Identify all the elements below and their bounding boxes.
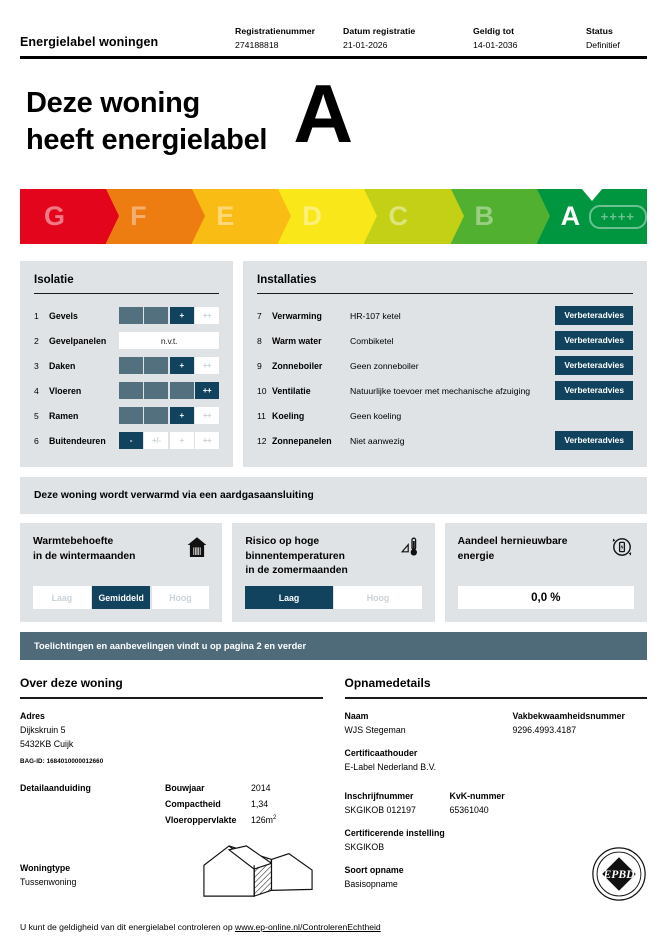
rating-cell-1: +/-: [144, 407, 168, 424]
spec-key: Vloeroppervlakte: [165, 814, 237, 825]
info-header: [245, 535, 421, 578]
toggle-option-laag[interactable]: Laag: [33, 586, 91, 609]
toggle-option-hoog[interactable]: Hoog: [152, 586, 210, 609]
footer-link[interactable]: www.ep-online.nl/ControlerenEchtheid: [235, 922, 381, 932]
row-label: Koeling: [272, 410, 305, 421]
row-label: Verwarming: [272, 310, 322, 321]
info-title: Risico op hoge binnentemperaturen in de zomermaanden: [245, 536, 348, 576]
row-label: Zonnepanelen: [272, 435, 332, 446]
certificaathouder-value: E-Label Nederland B.V.: [344, 761, 437, 772]
info-box-risico-binnentemperaturen: [232, 523, 434, 622]
rating-cell-2: +: [170, 432, 194, 449]
hernieuwbare-energie-value: 0,0 %: [458, 586, 634, 609]
panels-row: [20, 261, 647, 467]
house-heating-icon: [185, 535, 209, 559]
rating-cell-2: +: [170, 307, 194, 324]
installaties-heading: Installaties: [257, 274, 317, 286]
over-deze-woning-heading: Over deze woning: [20, 676, 123, 691]
rating-bar: [119, 332, 219, 349]
epbd-logo-icon: [591, 846, 647, 902]
spec-value: 2014: [251, 782, 271, 793]
scale-letter: A: [560, 201, 580, 231]
footer-text: U kunt de geldigheid van dit energielabel controleren op: [20, 922, 235, 932]
row-number: 9: [257, 360, 262, 371]
row-label: Ventilatie: [272, 385, 311, 396]
row-number: 4: [34, 385, 39, 396]
soort-opname-value: Basisopname: [344, 878, 398, 889]
scale-segment-a: [537, 189, 647, 244]
spec-value: $126m^2$: [251, 814, 277, 825]
inschrijfnummer-value: SKGIKOB 012197: [344, 804, 416, 815]
thermometer-icon: [398, 535, 422, 559]
installaties-panel: [243, 261, 647, 467]
row-value: HR-107 ketel: [350, 310, 401, 321]
header-field-registratienummer: [235, 26, 343, 50]
kvk-nummer-label: KvK-nummer: [449, 790, 505, 801]
row-number: 7: [257, 310, 262, 321]
verbeteradvies-button[interactable]: Verbeteradvies: [555, 356, 633, 375]
info-header: [458, 535, 634, 563]
vakbekwaamheidsnummer-value: 9296.4993.4187: [512, 724, 577, 735]
spec-compactheid: [165, 799, 276, 809]
table-row: [34, 353, 219, 378]
header-divider: [20, 56, 647, 59]
energy-label-letter: A: [293, 67, 352, 160]
field-label: Status: [586, 26, 613, 36]
field-value: Definitief: [586, 40, 620, 50]
column-divider: [20, 697, 323, 699]
adres-label: Adres: [20, 710, 45, 721]
info-box-warmtebehoefte: [20, 523, 222, 622]
rating-cell-2: +: [170, 382, 194, 399]
field-value: 14-01-2036: [473, 40, 518, 50]
table-row: [34, 378, 219, 403]
toggle-option-hoog[interactable]: Hoog: [334, 586, 421, 609]
opnamedetails-heading: Opnamedetails: [344, 676, 431, 691]
rating-cell-3: ++: [195, 407, 219, 424]
naam-block: [345, 711, 648, 735]
row-value: Natuurlijke toevoer met mechanische afzuiging: [350, 385, 531, 396]
table-row: [34, 428, 219, 453]
header-title: Energielabel woningen: [20, 35, 159, 49]
row-number: 10: [257, 385, 267, 396]
header-field-datum-registratie: [343, 26, 473, 50]
over-deze-woning-column: [20, 676, 323, 902]
table-row: [257, 403, 633, 428]
inschrijfnummer-label: Inschrijfnummer: [344, 790, 414, 801]
naam-value: WJS Stegeman: [344, 724, 406, 735]
rating-cell-3: ++: [195, 357, 219, 374]
certificaathouder-label: Certificaathouder: [344, 747, 418, 758]
page-title: [26, 85, 267, 159]
row-label: Gevels: [49, 310, 78, 321]
page-reference-bar: Toelichtingen en aanbevelingen vindt u op pagina 2 en verder: [20, 632, 647, 660]
spec-key: Compactheid: [165, 798, 221, 809]
table-row: [34, 303, 219, 328]
row-label: Buitendeuren: [49, 435, 106, 446]
scale-marker-icon: [581, 188, 603, 201]
certificaathouder-block: [345, 748, 648, 772]
detailaanduiding-block: [20, 783, 323, 831]
spec-vloeroppervlakte: [165, 815, 276, 825]
inschrijfnummer-block: [345, 791, 648, 815]
info-title: Aandeel hernieuwbare energie: [457, 536, 568, 562]
table-row: [257, 303, 633, 328]
header-field-geldig-tot: [473, 26, 586, 50]
scale-letter: D: [302, 201, 322, 231]
rating-cell-3: ++: [195, 382, 219, 399]
title-block: [20, 67, 647, 181]
verbeteradvies-button[interactable]: Verbeteradvies: [555, 306, 633, 325]
info-boxes-row: [20, 523, 647, 622]
rating-cell-3: ++: [195, 307, 219, 324]
footer-note: [20, 922, 381, 932]
row-number: 12: [257, 435, 267, 446]
adres-block: [20, 711, 323, 765]
kvk-nummer-value: 65361040: [449, 804, 489, 815]
rating-cell-1: +/-: [144, 357, 168, 374]
risico-toggle: [245, 586, 421, 609]
row-label: Gevelpanelen: [49, 335, 107, 346]
table-row: [34, 328, 219, 353]
terraced-house-diagram-icon: [199, 844, 317, 900]
info-title: Warmtebehoefte in de wintermaanden: [33, 536, 136, 562]
row-value: Combiketel: [350, 335, 394, 346]
info-box-hernieuwbare-energie: [445, 523, 647, 622]
table-row: [257, 328, 633, 353]
field-value: 274188818: [235, 40, 279, 50]
scale-letter: C: [388, 201, 408, 231]
info-header: [33, 535, 209, 563]
installaties-divider: [257, 293, 633, 294]
rating-bar: [119, 432, 219, 449]
table-row: [34, 403, 219, 428]
rating-nvt: n.v.t.: [119, 332, 219, 349]
svg-text:EPBD: EPBD: [603, 868, 635, 882]
certificerende-instelling-label: Certificerende instelling: [344, 827, 445, 838]
isolatie-panel: [20, 261, 233, 467]
gas-connection-banner: Deze woning wordt verwarmd via een aardgasaansluiting: [20, 477, 647, 514]
scale-letter: F: [130, 201, 147, 231]
row-value: Geen zonneboiler: [350, 360, 419, 371]
row-label: Warm water: [272, 335, 322, 346]
row-label: Zonneboiler: [272, 360, 323, 371]
rating-cell-0: -: [119, 307, 143, 324]
scale-plus-badge: ++++: [589, 205, 647, 229]
spec-key: Bouwjaar: [165, 782, 205, 793]
isolatie-divider: [34, 293, 219, 294]
row-value: Geen koeling: [350, 410, 402, 421]
detailaanduiding-label: Detailaanduiding: [20, 782, 91, 793]
certificerende-instelling-value: SKGIKOB: [344, 841, 385, 852]
rating-cell-1: +/-: [144, 382, 168, 399]
row-label: Vloeren: [49, 385, 82, 396]
row-label: Ramen: [49, 410, 79, 421]
field-label: Registratienummer: [235, 26, 316, 36]
scale-segment-g: [20, 189, 106, 244]
adres-line-2: 5432KB Cuijk: [20, 738, 74, 749]
scale-letter: G: [44, 201, 65, 231]
rating-bar: [119, 382, 219, 399]
table-row: [257, 378, 633, 403]
rating-cell-0: -: [119, 432, 143, 449]
row-value: Niet aanwezig: [350, 435, 405, 446]
scale-letter: E: [216, 201, 234, 231]
rating-bar: [119, 307, 219, 324]
row-number: 8: [257, 335, 262, 346]
rating-cell-2: +: [170, 407, 194, 424]
specs-list: [165, 783, 276, 831]
rating-cell-1: +/-: [144, 307, 168, 324]
bottom-columns: [20, 676, 647, 902]
toggle-option-gemiddeld[interactable]: Gemiddeld: [92, 586, 150, 609]
bag-id: BAG-ID: 1684010000012660: [20, 757, 104, 765]
field-label: Geldig tot: [473, 26, 515, 36]
table-row: [257, 353, 633, 378]
rating-cell-1: +/-: [144, 432, 168, 449]
opnamedetails-column: [345, 676, 648, 902]
header-field-status: [586, 26, 647, 50]
woningtype-value: Tussenwoning: [20, 876, 77, 887]
spec-bouwjaar: [165, 783, 276, 793]
scale-letter: B: [474, 201, 494, 231]
rating-cell-2: +: [170, 357, 194, 374]
spec-superscript: 2: [273, 815, 277, 822]
rating-bar: [119, 407, 219, 424]
table-row: [257, 428, 633, 453]
vakbekwaamheidsnummer-label: Vakbekwaamheidsnummer: [512, 710, 625, 721]
soort-opname-label: Soort opname: [344, 864, 404, 875]
row-number: 1: [34, 310, 39, 321]
column-divider: [345, 697, 648, 699]
spec-value: 1,34: [251, 798, 269, 809]
header-fields: [235, 26, 647, 50]
woningtype-label: Woningtype: [20, 862, 71, 873]
rating-cell-0: -: [119, 407, 143, 424]
row-number: 2: [34, 335, 39, 346]
field-value: 21-01-2026: [343, 40, 388, 50]
document-header: [20, 0, 647, 56]
rating-bar: [119, 357, 219, 374]
toggle-option-laag[interactable]: Laag: [245, 586, 332, 609]
row-number: 11: [257, 410, 266, 421]
row-label: Daken: [49, 360, 76, 371]
energy-scale-bar: [20, 189, 647, 249]
rating-cell-0: -: [119, 382, 143, 399]
verbeteradvies-button[interactable]: Verbeteradvies: [555, 331, 633, 350]
verbeteradvies-button[interactable]: Verbeteradvies: [555, 431, 633, 450]
row-number: 5: [34, 410, 39, 421]
rating-cell-0: -: [119, 357, 143, 374]
adres-line-1: Dijkskruin 5: [20, 724, 66, 735]
row-number: 6: [34, 435, 39, 446]
field-label: Datum registratie: [343, 26, 416, 36]
isolatie-heading: Isolatie: [34, 274, 74, 286]
naam-label: Naam: [344, 710, 369, 721]
renewable-energy-icon: [610, 535, 634, 559]
title-line-1: Deze woning: [26, 87, 200, 119]
verbeteradvies-button[interactable]: Verbeteradvies: [555, 381, 633, 400]
title-line-2: heeft energielabel: [26, 124, 268, 157]
rating-cell-3: ++: [195, 432, 219, 449]
row-number: 3: [34, 360, 39, 371]
warmtebehoefte-toggle: [33, 586, 209, 609]
